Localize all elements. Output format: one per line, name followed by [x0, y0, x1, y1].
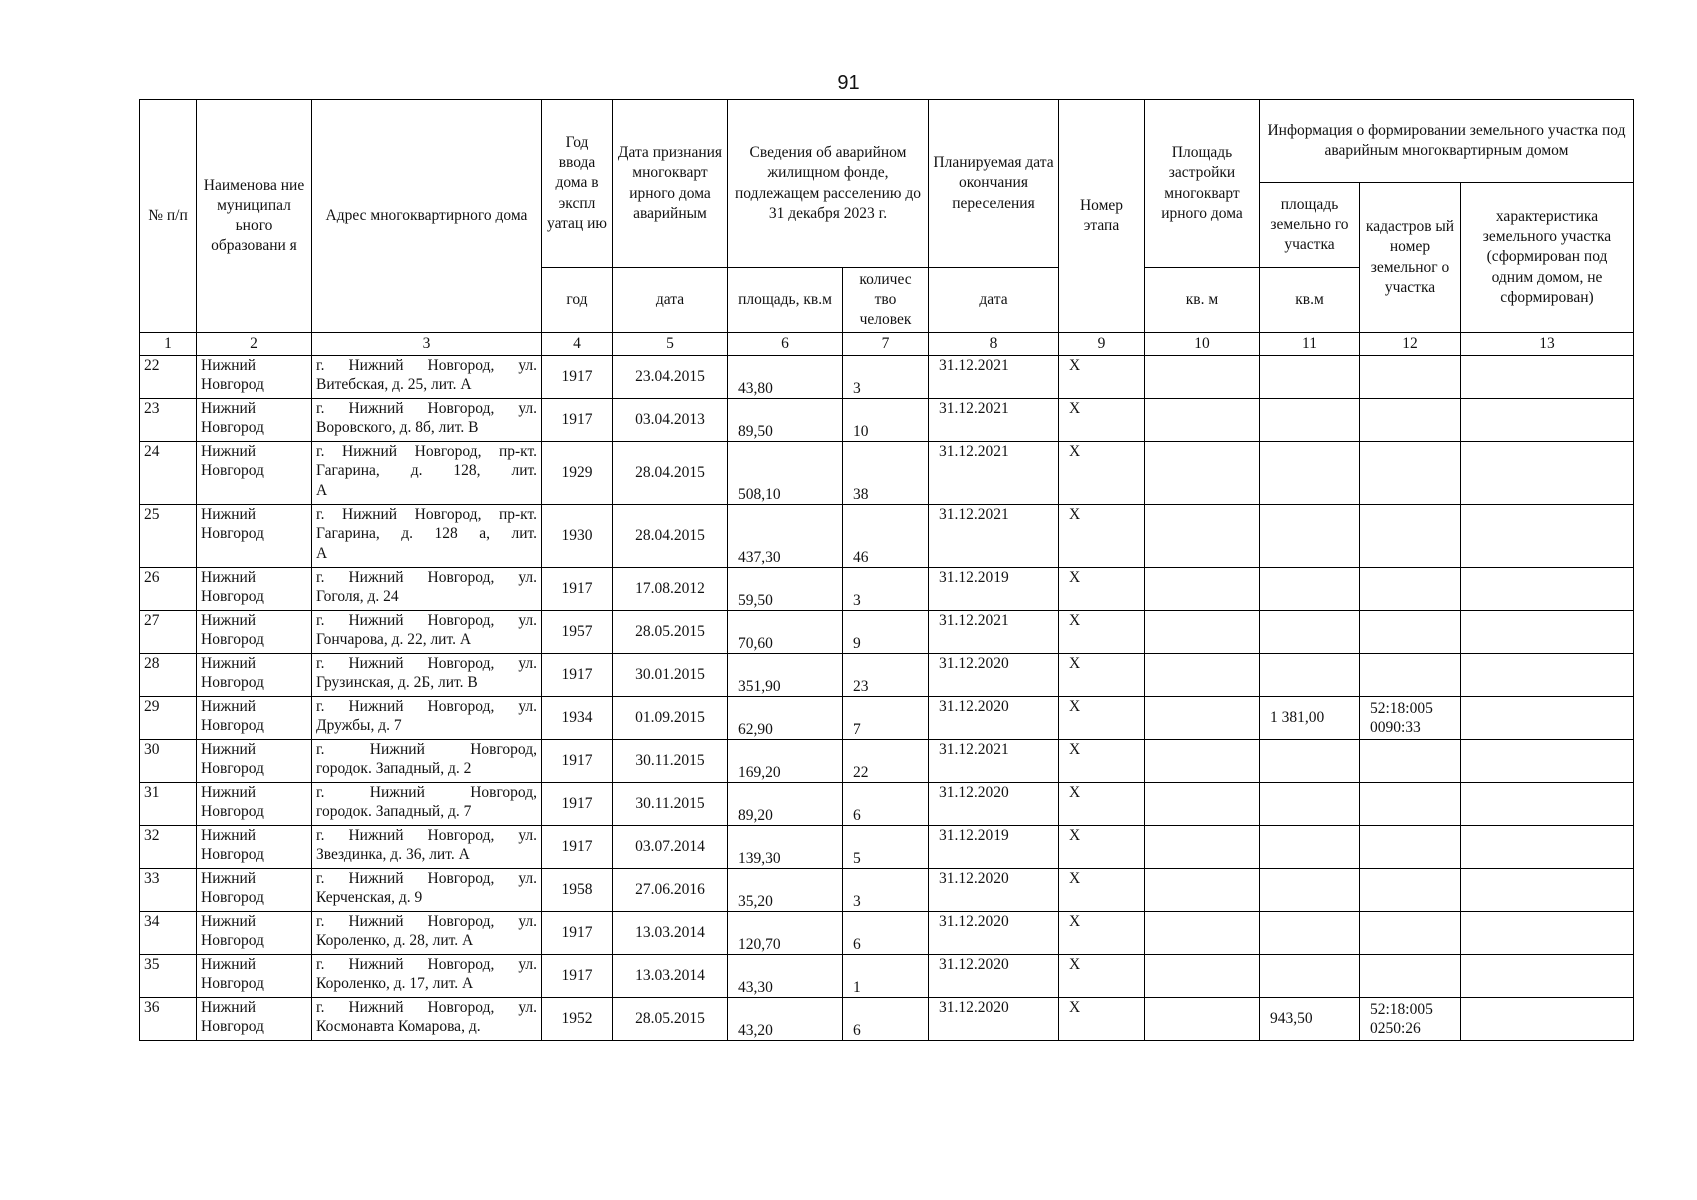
row-land-characteristic: [1461, 869, 1634, 912]
header-stage: Номер этапа: [1059, 100, 1145, 333]
row-building-area: [1145, 442, 1260, 505]
row-cadastral-number: [1360, 912, 1461, 955]
header-land-info: Информация о формировании земельного участка под аварийным многоквартирным домом: [1260, 100, 1634, 183]
row-stage: Х: [1059, 783, 1145, 826]
row-municipality: Нижний Новгород: [197, 783, 312, 826]
row-address-line1: г. Нижний Новгород, ул.: [316, 870, 537, 887]
row-building-area: [1145, 611, 1260, 654]
row-cadastral-number: [1360, 356, 1461, 399]
row-address: [312, 912, 542, 955]
row-stage: Х: [1059, 912, 1145, 955]
header-index: № п/п: [140, 100, 197, 333]
header-building-area: Площадь застройки многокварт ирного дома: [1145, 100, 1260, 268]
row-address-line2: А: [316, 544, 328, 562]
row-land-area: [1260, 740, 1360, 783]
row-land-characteristic: [1461, 442, 1634, 505]
row-year: 1917: [542, 783, 613, 826]
row-address-line1: г. Нижний Новгород, ул.: [316, 698, 537, 715]
column-number: 2: [197, 333, 312, 356]
row-year: 1957: [542, 611, 613, 654]
row-land-area: [1260, 611, 1360, 654]
row-building-area: [1145, 654, 1260, 697]
row-address-line1: г. Нижний Новгород, ул.: [316, 400, 537, 417]
row-people: 1: [843, 955, 929, 998]
row-stage: Х: [1059, 697, 1145, 740]
row-cadastral-number: [1360, 399, 1461, 442]
row-planned-date: 31.12.2021: [929, 356, 1059, 399]
row-planned-date: 31.12.2019: [929, 568, 1059, 611]
row-people: 46: [843, 505, 929, 568]
row-address-line1: г. Нижний Новгород, ул.: [316, 612, 537, 629]
row-land-characteristic: [1461, 998, 1634, 1041]
row-land-characteristic: [1461, 399, 1634, 442]
row-people: 6: [843, 912, 929, 955]
column-number: 10: [1145, 333, 1260, 356]
row-year: 1929: [542, 442, 613, 505]
header-planned-date: Планируемая дата окончания переселения: [929, 100, 1059, 268]
row-municipality: Нижний Новгород: [197, 568, 312, 611]
row-stage: Х: [1059, 740, 1145, 783]
row-cadastral-number: [1360, 654, 1461, 697]
row-building-area: [1145, 826, 1260, 869]
row-recognition-date: 03.07.2014: [613, 826, 728, 869]
row-land-characteristic: [1461, 955, 1634, 998]
row-cadastral-number: [1360, 442, 1461, 505]
table-row: [140, 442, 1634, 505]
row-stage: Х: [1059, 505, 1145, 568]
row-recognition-date: 13.03.2014: [613, 955, 728, 998]
row-building-area: [1145, 912, 1260, 955]
row-area: 89,20: [728, 783, 843, 826]
row-address: [312, 740, 542, 783]
table-row: [140, 356, 1634, 399]
row-municipality: Нижний Новгород: [197, 697, 312, 740]
row-address-line1: г. Нижний Новгород, ул.: [316, 569, 537, 586]
row-index: 25: [140, 505, 197, 568]
row-index: 29: [140, 697, 197, 740]
row-area: 139,30: [728, 826, 843, 869]
row-area: 62,90: [728, 697, 843, 740]
row-people: 6: [843, 998, 929, 1041]
column-number: 3: [312, 333, 542, 356]
row-recognition-date: 28.05.2015: [613, 998, 728, 1041]
row-land-characteristic: [1461, 697, 1634, 740]
row-year: 1952: [542, 998, 613, 1041]
row-year: 1930: [542, 505, 613, 568]
row-planned-date: 31.12.2020: [929, 783, 1059, 826]
row-land-area: [1260, 399, 1360, 442]
column-number: 4: [542, 333, 613, 356]
header-recognition-date: Дата признания многокварт ирного дома аварийным: [613, 100, 728, 268]
row-building-area: [1145, 697, 1260, 740]
row-index: 24: [140, 442, 197, 505]
row-year: 1917: [542, 654, 613, 697]
row-recognition-date: 28.04.2015: [613, 442, 728, 505]
row-address-line1: г. Нижний Новгород, ул.: [316, 999, 537, 1016]
table-row: [140, 998, 1634, 1041]
row-recognition-date: 30.01.2015: [613, 654, 728, 697]
row-planned-date: 31.12.2020: [929, 869, 1059, 912]
table-row: [140, 955, 1634, 998]
row-address-line1: г. Нижний Новгород, ул.: [316, 956, 537, 973]
row-address-line2: Витебская, д. 25, лит. А: [316, 376, 472, 394]
row-building-area: [1145, 505, 1260, 568]
row-area: 59,50: [728, 568, 843, 611]
header-cadastral-number: кадастров ый номер земельног о участка: [1360, 183, 1461, 333]
row-people: 6: [843, 783, 929, 826]
header-address: Адрес многоквартирного дома: [312, 100, 542, 333]
row-area: 35,20: [728, 869, 843, 912]
row-land-characteristic: [1461, 356, 1634, 399]
page-number: 91: [837, 72, 860, 94]
row-address: [312, 869, 542, 912]
row-cadastral-number: [1360, 505, 1461, 568]
row-land-characteristic: [1461, 826, 1634, 869]
row-address: [312, 998, 542, 1041]
row-recognition-date: 28.04.2015: [613, 505, 728, 568]
row-area: 120,70: [728, 912, 843, 955]
row-planned-date: 31.12.2020: [929, 697, 1059, 740]
row-planned-date: 31.12.2021: [929, 442, 1059, 505]
row-stage: Х: [1059, 998, 1145, 1041]
header-land-area: площадь земельно го участка: [1260, 183, 1360, 268]
row-index: 23: [140, 399, 197, 442]
row-address: [312, 356, 542, 399]
row-address: [312, 697, 542, 740]
row-address-line2: Керченская, д. 9: [316, 889, 423, 907]
row-area: 70,60: [728, 611, 843, 654]
header-emergency-fund: Сведения об аварийном жилищном фонде, подлежащем расселению до 31 декабря 2023 г.: [728, 100, 929, 268]
row-municipality: Нижний Новгород: [197, 912, 312, 955]
row-cadastral-number: [1360, 740, 1461, 783]
row-land-characteristic: [1461, 568, 1634, 611]
row-land-area: 943,50: [1260, 998, 1360, 1041]
row-people: 3: [843, 568, 929, 611]
row-people: 23: [843, 654, 929, 697]
row-recognition-date: 30.11.2015: [613, 740, 728, 783]
table-row: [140, 399, 1634, 442]
table-row: [140, 654, 1634, 697]
row-address-line1: г. Нижний Новгород,: [316, 784, 537, 801]
row-address: [312, 568, 542, 611]
row-land-area: [1260, 568, 1360, 611]
row-people: 5: [843, 826, 929, 869]
row-planned-date: 31.12.2021: [929, 740, 1059, 783]
row-index: 36: [140, 998, 197, 1041]
row-recognition-date: 03.04.2013: [613, 399, 728, 442]
row-index: 30: [140, 740, 197, 783]
row-index: 35: [140, 955, 197, 998]
column-number: 1: [140, 333, 197, 356]
header-land-characteristic: характеристика земельного участка (сформирован под одним домом, не сформирован): [1461, 183, 1634, 333]
row-index: 26: [140, 568, 197, 611]
row-municipality: Нижний Новгород: [197, 654, 312, 697]
row-area: 508,10: [728, 442, 843, 505]
column-number: 8: [929, 333, 1059, 356]
row-address-line1: г. Нижний Новгород, ул.: [316, 827, 537, 844]
row-building-area: [1145, 399, 1260, 442]
row-address-line2: Космонавта Комарова, д.: [316, 1018, 481, 1036]
row-building-area: [1145, 783, 1260, 826]
row-address: [312, 505, 542, 568]
row-municipality: Нижний Новгород: [197, 442, 312, 505]
row-index: 31: [140, 783, 197, 826]
row-address-line2: Гончарова, д. 22, лит. А: [316, 631, 472, 649]
row-stage: Х: [1059, 955, 1145, 998]
row-people: 22: [843, 740, 929, 783]
row-land-area: [1260, 869, 1360, 912]
row-address-line2: Звездинка, д. 36, лит. А: [316, 846, 470, 864]
row-land-area: [1260, 356, 1360, 399]
row-address-line1: г. Нижний Новгород, ул.: [316, 357, 537, 374]
row-building-area: [1145, 955, 1260, 998]
row-land-area: [1260, 505, 1360, 568]
unit-date: дата: [613, 268, 728, 333]
row-address-line2: Короленко, д. 17, лит. А: [316, 975, 474, 993]
row-recognition-date: 30.11.2015: [613, 783, 728, 826]
row-index: 27: [140, 611, 197, 654]
row-municipality: Нижний Новгород: [197, 356, 312, 399]
row-people: 9: [843, 611, 929, 654]
row-land-area: [1260, 783, 1360, 826]
row-address-line1: г. Нижний Новгород,: [316, 741, 537, 758]
column-number: 5: [613, 333, 728, 356]
table-body: [140, 356, 1634, 1041]
row-stage: Х: [1059, 356, 1145, 399]
row-stage: Х: [1059, 442, 1145, 505]
row-planned-date: 31.12.2020: [929, 912, 1059, 955]
row-year: 1917: [542, 399, 613, 442]
column-numbers-row: [140, 333, 1634, 356]
row-municipality: Нижний Новгород: [197, 955, 312, 998]
row-municipality: Нижний Новгород: [197, 998, 312, 1041]
row-address-line2: Гоголя, д. 24: [316, 588, 399, 606]
row-year: 1917: [542, 912, 613, 955]
column-number: 6: [728, 333, 843, 356]
row-index: 33: [140, 869, 197, 912]
row-stage: Х: [1059, 826, 1145, 869]
row-address-line2: Дружбы, д. 7: [316, 717, 402, 735]
row-area: 43,30: [728, 955, 843, 998]
row-cadastral-number: 52:18:005 0250:26: [1360, 998, 1461, 1041]
unit-area: площадь, кв.м: [728, 268, 843, 333]
column-number: 11: [1260, 333, 1360, 356]
row-address-line2: городок. Западный, д. 2: [316, 760, 472, 778]
row-area: 169,20: [728, 740, 843, 783]
row-land-characteristic: [1461, 783, 1634, 826]
row-year: 1917: [542, 568, 613, 611]
row-area: 437,30: [728, 505, 843, 568]
row-municipality: Нижний Новгород: [197, 826, 312, 869]
unit-year: год: [542, 268, 613, 333]
row-building-area: [1145, 869, 1260, 912]
row-recognition-date: 27.06.2016: [613, 869, 728, 912]
row-year: 1917: [542, 740, 613, 783]
row-year: 1958: [542, 869, 613, 912]
row-people: 7: [843, 697, 929, 740]
row-index: 34: [140, 912, 197, 955]
row-municipality: Нижний Новгород: [197, 869, 312, 912]
unit-people: количес тво человек: [843, 268, 929, 333]
row-cadastral-number: [1360, 869, 1461, 912]
table-row: [140, 783, 1634, 826]
row-land-characteristic: [1461, 505, 1634, 568]
row-address-line2: Грузинская, д. 2Б, лит. В: [316, 674, 478, 692]
table-row: [140, 826, 1634, 869]
row-stage: Х: [1059, 568, 1145, 611]
header-municipality: Наименова ние муниципал ьного образовани я: [197, 100, 312, 333]
row-building-area: [1145, 356, 1260, 399]
column-number: 7: [843, 333, 929, 356]
row-planned-date: 31.12.2019: [929, 826, 1059, 869]
table-row: [140, 505, 1634, 568]
row-planned-date: 31.12.2021: [929, 399, 1059, 442]
row-address: [312, 654, 542, 697]
row-cadastral-number: [1360, 955, 1461, 998]
row-planned-date: 31.12.2020: [929, 654, 1059, 697]
row-building-area: [1145, 998, 1260, 1041]
row-stage: Х: [1059, 654, 1145, 697]
row-area: 43,80: [728, 356, 843, 399]
row-municipality: Нижний Новгород: [197, 399, 312, 442]
table-row: [140, 611, 1634, 654]
row-year: 1917: [542, 955, 613, 998]
row-land-area: [1260, 912, 1360, 955]
row-people: 3: [843, 356, 929, 399]
table-row: [140, 568, 1634, 611]
row-municipality: Нижний Новгород: [197, 740, 312, 783]
row-area: 43,20: [728, 998, 843, 1041]
row-land-area: [1260, 442, 1360, 505]
row-planned-date: 31.12.2021: [929, 611, 1059, 654]
column-number: 12: [1360, 333, 1461, 356]
row-cadastral-number: [1360, 568, 1461, 611]
row-land-area: [1260, 826, 1360, 869]
row-year: 1917: [542, 356, 613, 399]
row-land-characteristic: [1461, 654, 1634, 697]
row-area: 351,90: [728, 654, 843, 697]
row-cadastral-number: [1360, 826, 1461, 869]
row-people: 38: [843, 442, 929, 505]
row-index: 22: [140, 356, 197, 399]
row-recognition-date: 23.04.2015: [613, 356, 728, 399]
row-municipality: Нижний Новгород: [197, 611, 312, 654]
row-recognition-date: 01.09.2015: [613, 697, 728, 740]
row-address-line1: г. Нижний Новгород, пр-кт. Гагарина, д. 128 а, лит.: [316, 506, 537, 543]
unit-building-area: кв. м: [1145, 268, 1260, 333]
row-cadastral-number: [1360, 783, 1461, 826]
table-row: [140, 912, 1634, 955]
row-recognition-date: 17.08.2012: [613, 568, 728, 611]
row-cadastral-number: 52:18:005 0090:33: [1360, 697, 1461, 740]
row-address-line1: г. Нижний Новгород, пр-кт. Гагарина, д. 128, лит.: [316, 443, 537, 480]
row-stage: Х: [1059, 869, 1145, 912]
row-land-characteristic: [1461, 912, 1634, 955]
emergency-housing-table: [139, 99, 1634, 1041]
table-row: [140, 697, 1634, 740]
row-address: [312, 611, 542, 654]
row-planned-date: 31.12.2021: [929, 505, 1059, 568]
row-municipality: Нижний Новгород: [197, 505, 312, 568]
row-address-line2: Короленко, д. 28, лит. А: [316, 932, 474, 950]
row-area: 89,50: [728, 399, 843, 442]
row-planned-date: 31.12.2020: [929, 998, 1059, 1041]
row-land-area: 1 381,00: [1260, 697, 1360, 740]
row-address-line2: городок. Западный, д. 7: [316, 803, 472, 821]
unit-planned-date: дата: [929, 268, 1059, 333]
unit-land-area: кв.м: [1260, 268, 1360, 333]
row-land-characteristic: [1461, 740, 1634, 783]
row-land-area: [1260, 955, 1360, 998]
row-land-characteristic: [1461, 611, 1634, 654]
row-address: [312, 783, 542, 826]
row-recognition-date: 28.05.2015: [613, 611, 728, 654]
row-people: 3: [843, 869, 929, 912]
row-address: [312, 955, 542, 998]
table-row: [140, 740, 1634, 783]
row-year: 1934: [542, 697, 613, 740]
row-index: 32: [140, 826, 197, 869]
row-address: [312, 399, 542, 442]
row-address: [312, 826, 542, 869]
row-land-area: [1260, 654, 1360, 697]
row-address: [312, 442, 542, 505]
row-recognition-date: 13.03.2014: [613, 912, 728, 955]
table-row: [140, 869, 1634, 912]
row-stage: Х: [1059, 611, 1145, 654]
row-address-line1: г. Нижний Новгород, ул.: [316, 655, 537, 672]
row-people: 10: [843, 399, 929, 442]
row-building-area: [1145, 568, 1260, 611]
row-address-line2: А: [316, 481, 328, 499]
row-year: 1917: [542, 826, 613, 869]
row-planned-date: 31.12.2020: [929, 955, 1059, 998]
row-stage: Х: [1059, 399, 1145, 442]
column-number: 13: [1461, 333, 1634, 356]
row-address-line1: г. Нижний Новгород, ул.: [316, 913, 537, 930]
column-number: 9: [1059, 333, 1145, 356]
row-index: 28: [140, 654, 197, 697]
row-address-line2: Воровского, д. 8б, лит. В: [316, 419, 479, 437]
header-year: Год ввода дома в экспл уатац ию: [542, 100, 613, 268]
row-cadastral-number: [1360, 611, 1461, 654]
row-building-area: [1145, 740, 1260, 783]
